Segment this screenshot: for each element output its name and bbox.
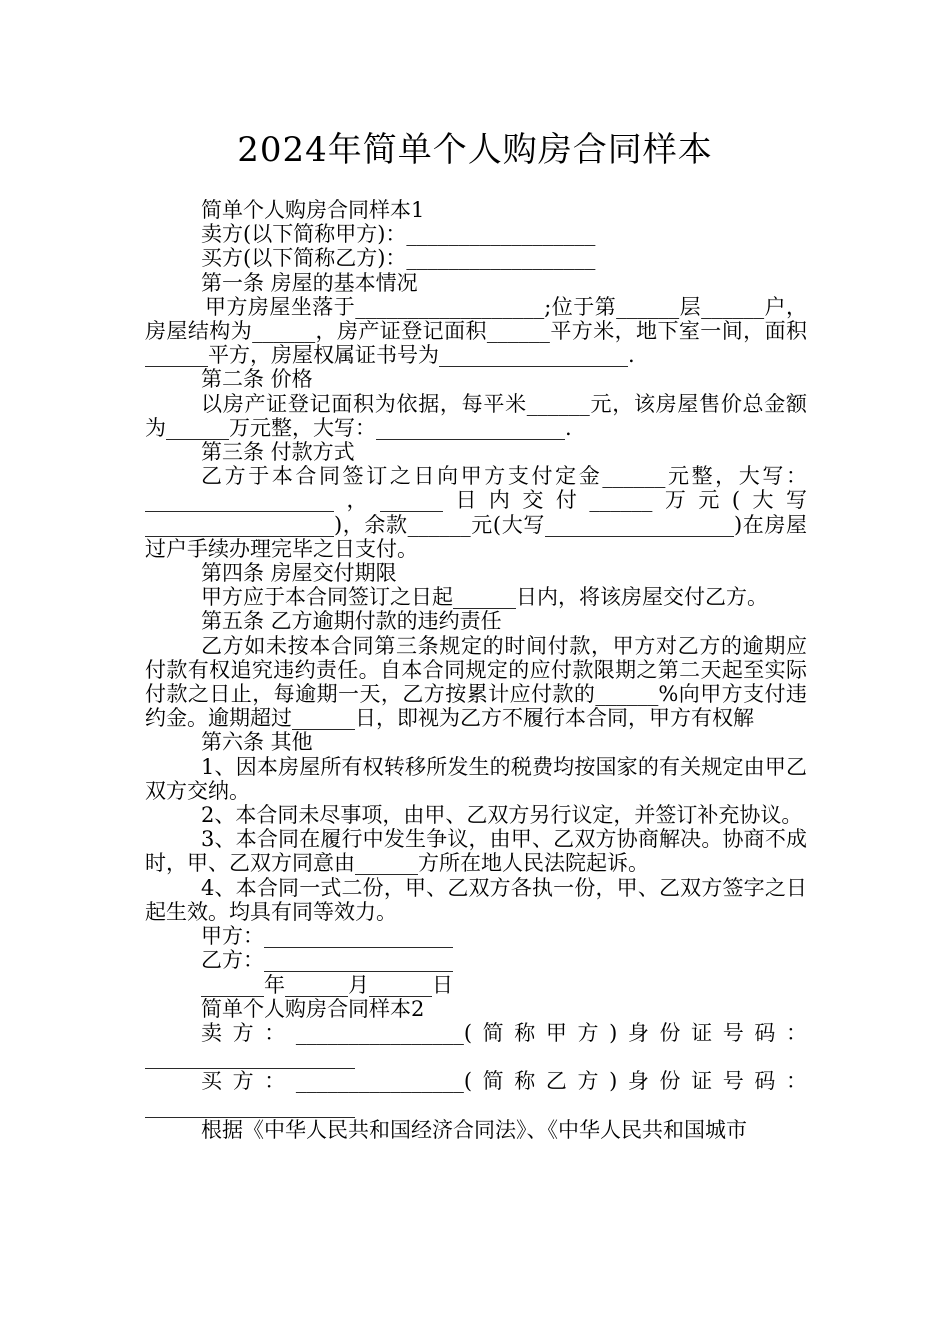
document-title: 2024年简单个人购房合同样本 — [237, 130, 713, 170]
article-3-text: 乙方于本合同签订之日向甲方支付定金______元整，大写：__________________，______日内交付______万元(大写__________________)，余款______元(大写__________________)在房屋过户手续办理完毕之日支付。 — [145, 464, 807, 561]
section-heading-sample-2: 简单个人购房合同样本2 — [201, 996, 425, 1021]
article-4-heading: 第四条 房屋交付期限 — [201, 561, 397, 586]
buyer-id-line: 买方：________________(简称乙方)身份证号码：____________________ — [145, 1069, 807, 1118]
document-body — [145, 198, 807, 1142]
article-3-heading: 第三条 付款方式 — [201, 440, 355, 465]
article-4-text: 甲方应于本合同签订之日起______日内，将该房屋交付乙方。 — [201, 585, 768, 610]
date-line: ______年______月______日 — [201, 972, 453, 997]
party-b-signature-line: 乙方：__________________ — [201, 948, 453, 973]
article-5-heading: 第五条 乙方逾期付款的违约责任 — [201, 609, 502, 634]
legal-basis-text: 根据《中华人民共和国经济合同法》、《中华人民共和国城市 — [201, 1117, 747, 1142]
article-2-text: 以房产证登记面积为依据，每平米______元，该房屋售价总金额为______万元整，大写：__________________. — [145, 391, 807, 440]
article-6-item-1: 1、因本房屋所有权转移所发生的税费均按国家的有关规定由甲乙双方交纳。 — [145, 754, 807, 803]
article-1-text: 甲方房屋坐落于__________________;位于第______层______户，房屋结构为______，房产证登记面积______平方米，地下室一间，面积______平方，房屋权属证书号为__________________. — [145, 294, 807, 368]
article-6-item-3: 3、本合同在履行中发生争议，由甲、乙双方协商解决。协商不成时，甲、乙双方同意由______方所在地人民法院起诉。 — [145, 827, 807, 876]
seller-id-line: 卖方：________________(简称甲方)身份证号码：____________________ — [145, 1020, 807, 1070]
section-heading-sample-1: 简单个人购房合同样本1 — [201, 198, 425, 222]
article-1-heading: 第一条 房屋的基本情况 — [201, 270, 418, 295]
article-6-item-4: 4、本合同一式二份，甲、乙双方各执一份，甲、乙双方签字之日起生效。均具有同等效力。 — [145, 875, 807, 924]
article-6-heading: 第六条 其他 — [201, 730, 313, 755]
seller-line: 卖方(以下简称甲方)：__________________ — [201, 222, 596, 247]
buyer-line: 买方(以下简称乙方)：__________________ — [201, 246, 596, 271]
article-6-item-2: 2、本合同未尽事项，由甲、乙双方另行议定，并签订补充协议。 — [201, 803, 803, 828]
article-5-text: 乙方如未按本合同第三条规定的时间付款，甲方对乙方的逾期应付款有权追究违约责任。自本合同规定的应付款限期之第二天起至实际付款之日止，每逾期一天，乙方按累计应付款的______%向甲方支付违约金。逾期超过______日，即视为乙方不履行本合同，甲方有权解 — [145, 633, 807, 731]
party-a-signature-line: 甲方：__________________ — [201, 924, 453, 949]
article-2-heading: 第二条 价格 — [201, 367, 313, 392]
